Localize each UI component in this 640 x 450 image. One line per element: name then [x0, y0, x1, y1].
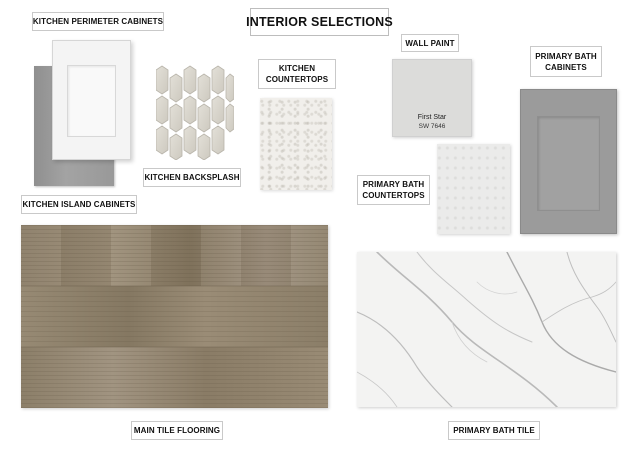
kitchen-backsplash-label: KITCHEN BACKSPLASH	[143, 168, 241, 187]
marble-veining	[357, 252, 616, 407]
main-tile-flooring-swatch	[21, 225, 328, 408]
kitchen-countertops-label-line1: KITCHEN	[278, 64, 316, 73]
primary-bath-countertops-label-line1: PRIMARY BATH	[362, 180, 425, 189]
kitchen-perimeter-cabinets-label: KITCHEN PERIMETER CABINETS	[32, 12, 164, 31]
paint-color-name: First Star	[417, 114, 447, 121]
primary-bath-cabinets-label-line2: CABINETS	[545, 62, 587, 72]
kitchen-perimeter-cabinet-swatch	[52, 40, 131, 160]
wood-plank	[21, 347, 328, 408]
primary-bath-countertop-swatch	[437, 144, 510, 234]
main-tile-flooring-label: MAIN TILE FLOORING	[131, 421, 223, 440]
kitchen-countertops-label-line2: COUNTERTOPS	[265, 75, 329, 84]
wall-paint-chip	[392, 59, 472, 137]
wood-plank	[21, 225, 328, 287]
kitchen-countertop-swatch	[260, 98, 332, 190]
primary-bath-cabinets-label	[530, 46, 602, 77]
kitchen-countertops-label	[258, 59, 336, 89]
primary-bath-cabinets-label-line1: PRIMARY BATH	[535, 51, 597, 61]
primary-bath-countertops-label-line2: COUNTERTOPS	[362, 191, 425, 200]
page-title: INTERIOR SELECTIONS	[250, 8, 389, 36]
kitchen-island-cabinets-label: KITCHEN ISLAND CABINETS	[21, 195, 137, 214]
cabinet-door-panel	[67, 65, 116, 137]
primary-bath-cabinet-swatch	[520, 89, 617, 234]
paint-color-code: SW 7646	[418, 123, 446, 130]
primary-bath-countertops-label	[357, 175, 430, 205]
cabinet-door-panel	[537, 116, 600, 211]
kitchen-backsplash-swatch	[156, 64, 234, 160]
wall-paint-label: WALL PAINT	[401, 34, 459, 52]
wood-plank	[21, 286, 328, 348]
primary-bath-tile-swatch	[357, 252, 616, 407]
primary-bath-tile-label: PRIMARY BATH TILE	[448, 421, 540, 440]
